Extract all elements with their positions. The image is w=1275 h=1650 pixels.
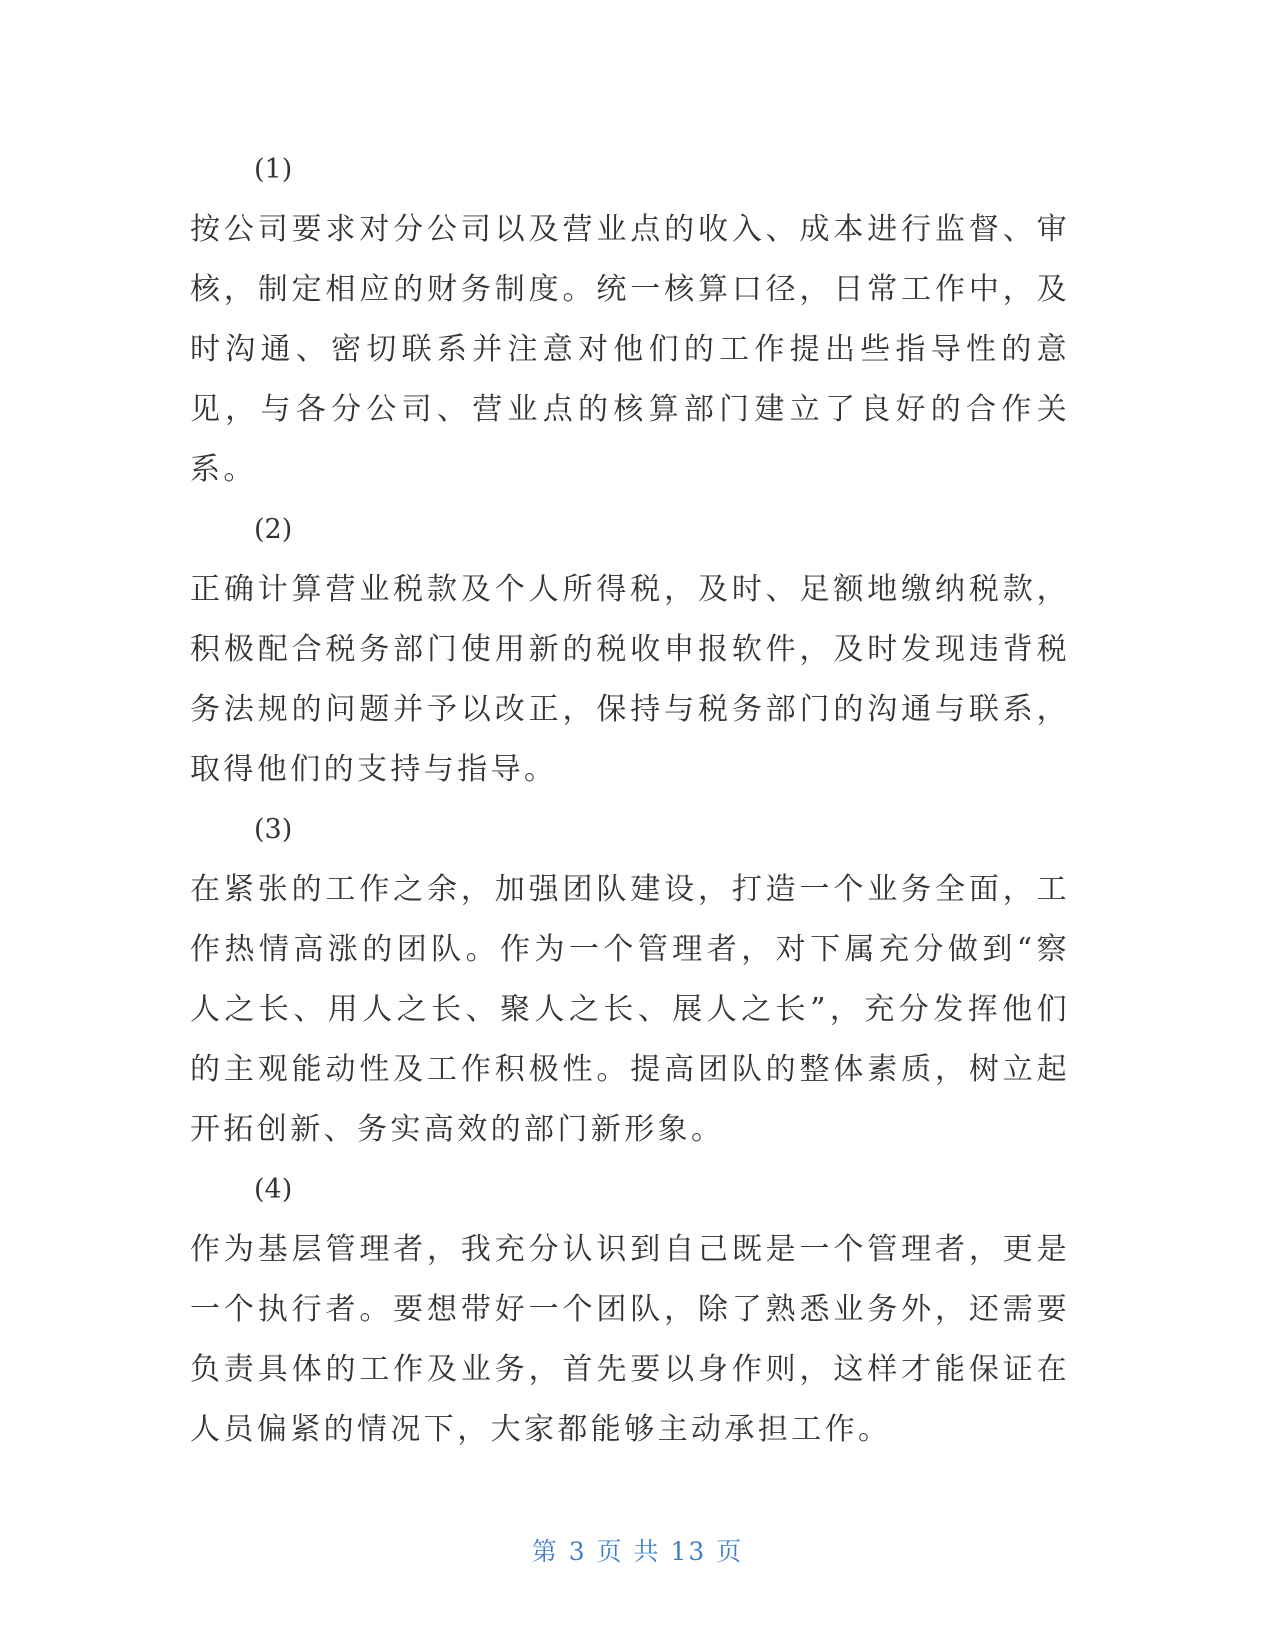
section-number-4: (4)	[254, 1174, 293, 1205]
section-paragraph-1: 按公司要求对分公司以及营业点的收入、成本进行监督、审核，制定相应的财务制度。统一核算口径，日常工作中，及时沟通、密切联系并注意对他们的工作提出些指导性的意见，与各分公司、营业点的核算部门建立了良好的合作关系。	[190, 212, 1070, 487]
page-footer: 第 3 页 共 13 页	[531, 1537, 744, 1566]
section-number-2: (2)	[254, 514, 293, 545]
section-number-1: (1)	[254, 154, 293, 185]
section-paragraph-4: 作为基层管理者，我充分认识到自己既是一个管理者，更是一个执行者。要想带好一个团队，除了熟悉业务外，还需要负责具体的工作及业务，首先要以身作则，这样才能保证在人员偏紧的情况下，大家都能够主动承担工作。	[190, 1232, 1070, 1447]
section-number-3: (3)	[254, 814, 293, 845]
section-paragraph-2: 正确计算营业税款及个人所得税，及时、足额地缴纳税款，积极配合税务部门使用新的税收申报软件，及时发现违背税务法规的问题并予以改正，保持与税务部门的沟通与联系，取得他们的支持与指导。	[190, 572, 1070, 787]
section-paragraph-3: 在紧张的工作之余，加强团队建设，打造一个业务全面，工作热情高涨的团队。作为一个管理者，对下属充分做到“察人之长、用人之长、聚人之长、展人之长”，充分发挥他们的主观能动性及工作积极性。提高团队的整体素质，树立起开拓创新、务实高效的部门新形象。	[190, 872, 1070, 1147]
document-body	[190, 140, 1070, 1460]
